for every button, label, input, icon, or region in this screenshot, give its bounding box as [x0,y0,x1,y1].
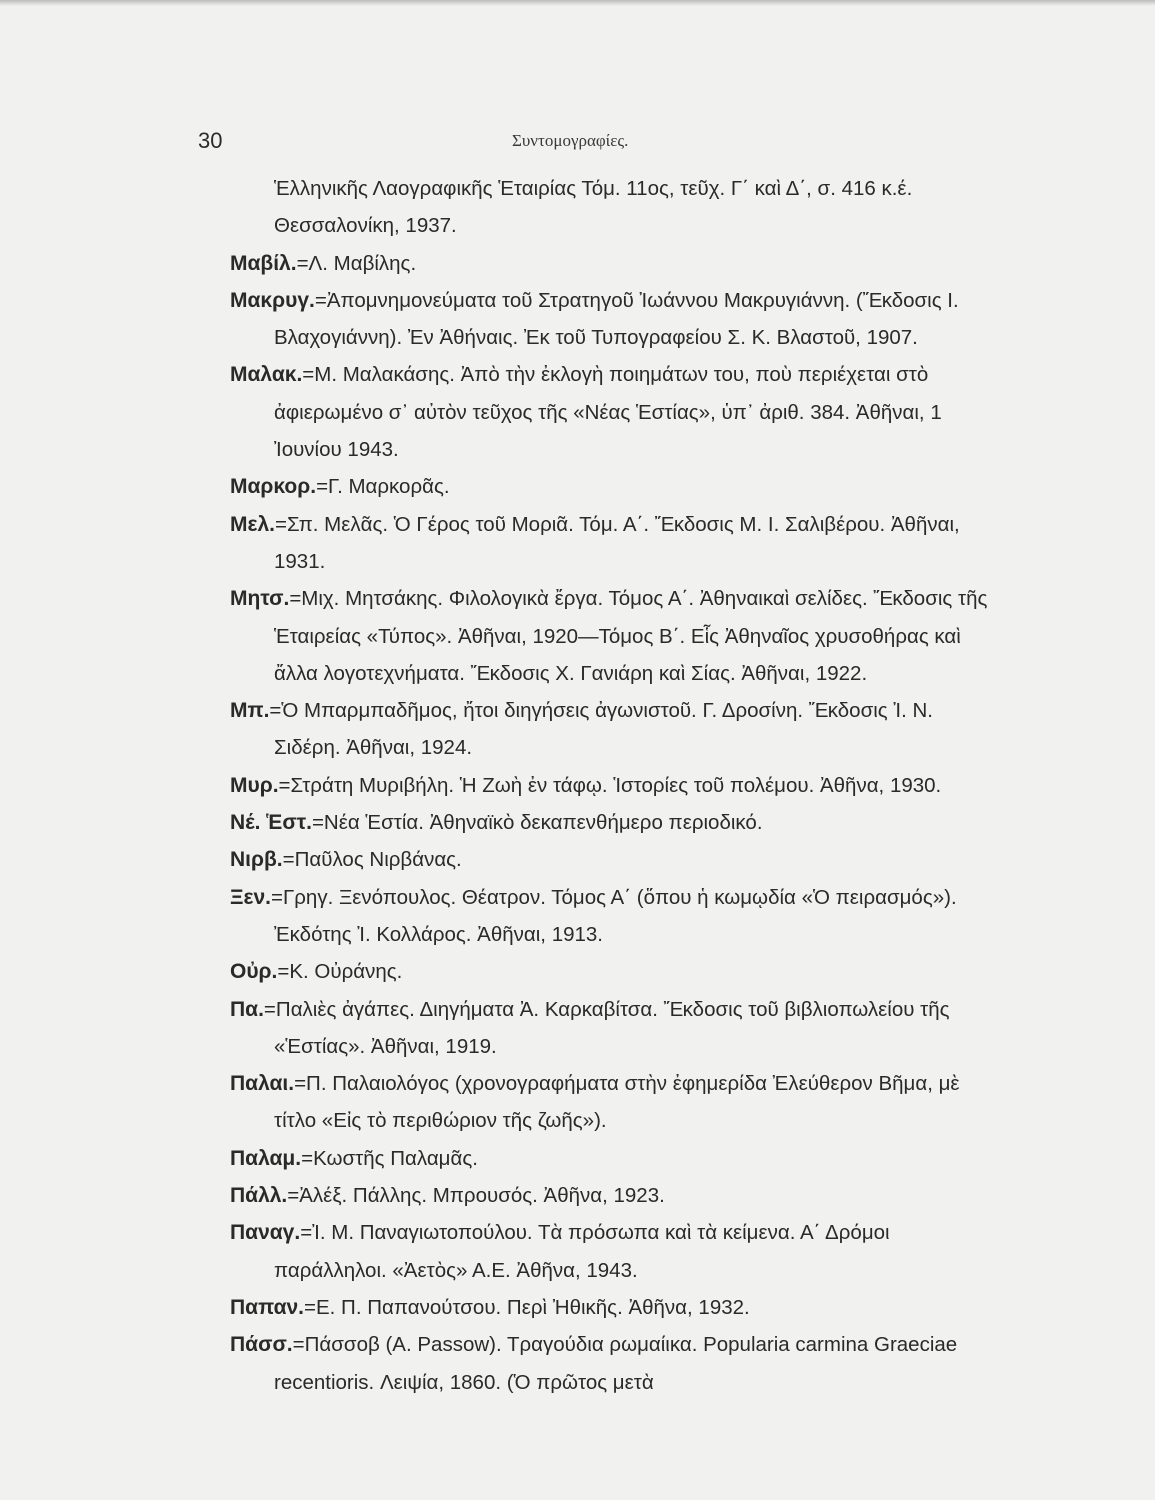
entry-abbreviation: Μητσ. [230,587,290,611]
entry-abbreviation: Μπ. [230,699,270,723]
list-item [230,1326,1000,1401]
list-item [230,506,1000,581]
entry-abbreviation: Παναγ. [230,1221,301,1245]
entry-text: Ἑλληνικῆς Λαογραφικῆς Ἑταιρίας Τόμ. 11ος, τεῦχ. Γ΄ καὶ Δ΄, σ. 416 κ.έ. Θεσσαλονίκη, 1937. [274,177,913,238]
entry-text: =Ὁ Μπαρμπαδῆμος, ἤτοι διηγήσεις ἀγωνιστοῦ. Γ. Δροσίνη. Ἔκδοσις Ἰ. Ν. Σιδέρη. Ἀθῆναι, 1924. [269,699,933,760]
entry-text: =Ἰ. Μ. Παναγιωτοπούλου. Τὰ πρόσωπα καὶ τὰ κείμενα. Α΄ Δρόμοι παράλληλοι. «Ἀετὸς» Α.Ε. Ἀθῆνα, 1943. [274,1221,890,1282]
entry-text: =Παλιὲς ἀγάπες. Διηγήματα Ἀ. Καρκαβίτσα. Ἔκδοσις τοῦ βιβλιοπωλείου τῆς «Ἑστίας». Ἀθῆναι, 1919. [263,997,950,1058]
entry-text: =Πάσσοβ (A. Passow). Τραγούδια ρωμαίικα. Popularia carmina Graeciae recentioris. Λειψία, 1860. (Ὁ πρῶτος μετὰ [274,1333,958,1394]
entry-abbreviation: Μυρ. [230,773,279,797]
list-item [230,804,1000,841]
entry-text: =Στράτη Μυριβήλη. Ἡ Ζωὴ ἐν τάφῳ. Ἱστορίες τοῦ πολέμου. Ἀθῆνα, 1930. [278,773,942,797]
entry-abbreviation: Νιρβ. [230,848,283,872]
list-item [230,356,1000,468]
abbreviation-list [230,170,1000,1401]
list-item [230,580,1000,692]
list-item [230,991,1000,1066]
entry-text: =Κ. Οὐράνης. [277,960,403,984]
list-item [230,767,1000,804]
entry-text: =Π. Παλαιολόγος (χρονογραφήματα στὴν ἐφημερίδα Ἐλεύθερον Βῆμα, μὲ τίτλο «Εἰς τὸ περιθώριον τῆς ζωῆς»). [274,1072,960,1133]
list-item [230,1065,1000,1140]
entry-abbreviation: Οὐρ. [230,960,278,984]
entry-abbreviation: Πα. [230,997,264,1021]
entry-abbreviation: Μελ. [230,512,275,536]
entry-abbreviation: Ξεν. [230,885,271,909]
entry-text: =Κωστῆς Παλαμᾶς. [301,1146,478,1170]
list-item [230,1177,1000,1214]
running-title: Συντομογραφίες. [512,131,629,150]
entry-text: =Ἀπομνημονεύματα τοῦ Στρατηγοῦ Ἰωάννου Μακρυγιάννη. (Ἔκδοσις Ι. Βλαχογιάννη). Ἐν Ἀθήναις. Ἐκ τοῦ Τυπογραφείου Σ. Κ. Βλαστοῦ, 1907. [274,288,959,350]
list-item [230,468,1000,505]
entry-text: =Ε. Π. Παπανούτσου. Περὶ Ἠθικῆς. Ἀθῆνα, 1932. [304,1295,750,1319]
entry-abbreviation: Παλαμ. [230,1146,302,1170]
entry-abbreviation: Πάλλ. [230,1184,288,1208]
entry-abbreviation: Μακρυγ. [230,288,315,312]
entry-text: =Μιχ. Μητσάκης. Φιλολογικὰ ἔργα. Τόμος Α΄. Ἀθηναικαὶ σελίδες. Ἔκδοσις τῆς Ἑταιρείας «Τύπος». Ἀθῆναι, 1920—Τόμος Β΄. Εἷς Ἀθηναῖος χρυσοθήρας καὶ ἄλλα λογοτεχνήματα. Ἔκδοσις Χ. Γανιάρη καὶ Σίας. Ἀθῆναι, 1922. [274,587,988,685]
list-item [230,245,1000,282]
list-item [230,879,1000,954]
entry-abbreviation: Νέ. Ἑστ. [230,811,312,835]
entry-abbreviation: Μαλακ. [230,363,303,387]
entry-text: =Γ. Μαρκορᾶς. [316,475,450,499]
entry-text: =Παῦλος Νιρβάνας. [282,848,462,872]
scan-top-edge [0,0,1155,6]
entry-abbreviation: Μαρκορ. [230,475,317,499]
entry-abbreviation: Παπαν. [230,1295,304,1319]
list-item [230,170,1000,245]
entry-text: =Λ. Μαβίλης. [296,251,417,275]
entry-text: =Σπ. Μελᾶς. Ὁ Γέρος τοῦ Μοριᾶ. Τόμ. Α΄. Ἔκδοσις Μ. Ι. Σαλιβέρου. Ἀθῆναι, 1931. [274,512,960,573]
list-item [230,282,1000,357]
list-item [230,1140,1000,1177]
list-item [230,841,1000,878]
entry-text: =Ἀλέξ. Πάλλης. Μπρουσός. Ἀθῆνα, 1923. [287,1184,665,1208]
entry-text: =Νέα Ἑστία. Ἀθηναϊκὸ δεκαπενθήμερο περιοδικό. [311,811,763,835]
list-item [230,692,1000,767]
list-item [230,953,1000,990]
entry-text: =Γρηγ. Ξενόπουλος. Θέατρον. Τόμος Α΄ (ὅπου ἡ κωμῳδία «Ὁ πειρασμός»). Ἐκδότης Ἰ. Κολλάρος. Ἀθῆναι, 1913. [271,885,957,946]
entry-abbreviation: Μαβίλ. [230,251,297,275]
entry-abbreviation: Παλαι. [230,1072,295,1096]
list-item [230,1214,1000,1289]
entry-text: =Μ. Μαλακάσης. Ἀπὸ τὴν ἐκλογὴ ποιημάτων του, ποὺ περιέχεται στὸ ἀφιερωμένο σ᾿ αὐτὸν τεῦχος τῆς «Νέας Ἑστίας», ὑπ᾿ ἀριθ. 384. Ἀθῆναι, 1 Ἰουνίου 1943. [274,363,942,462]
page-number: 30 [198,128,223,153]
entry-abbreviation: Πάσσ. [230,1333,293,1357]
list-item [230,1289,1000,1326]
